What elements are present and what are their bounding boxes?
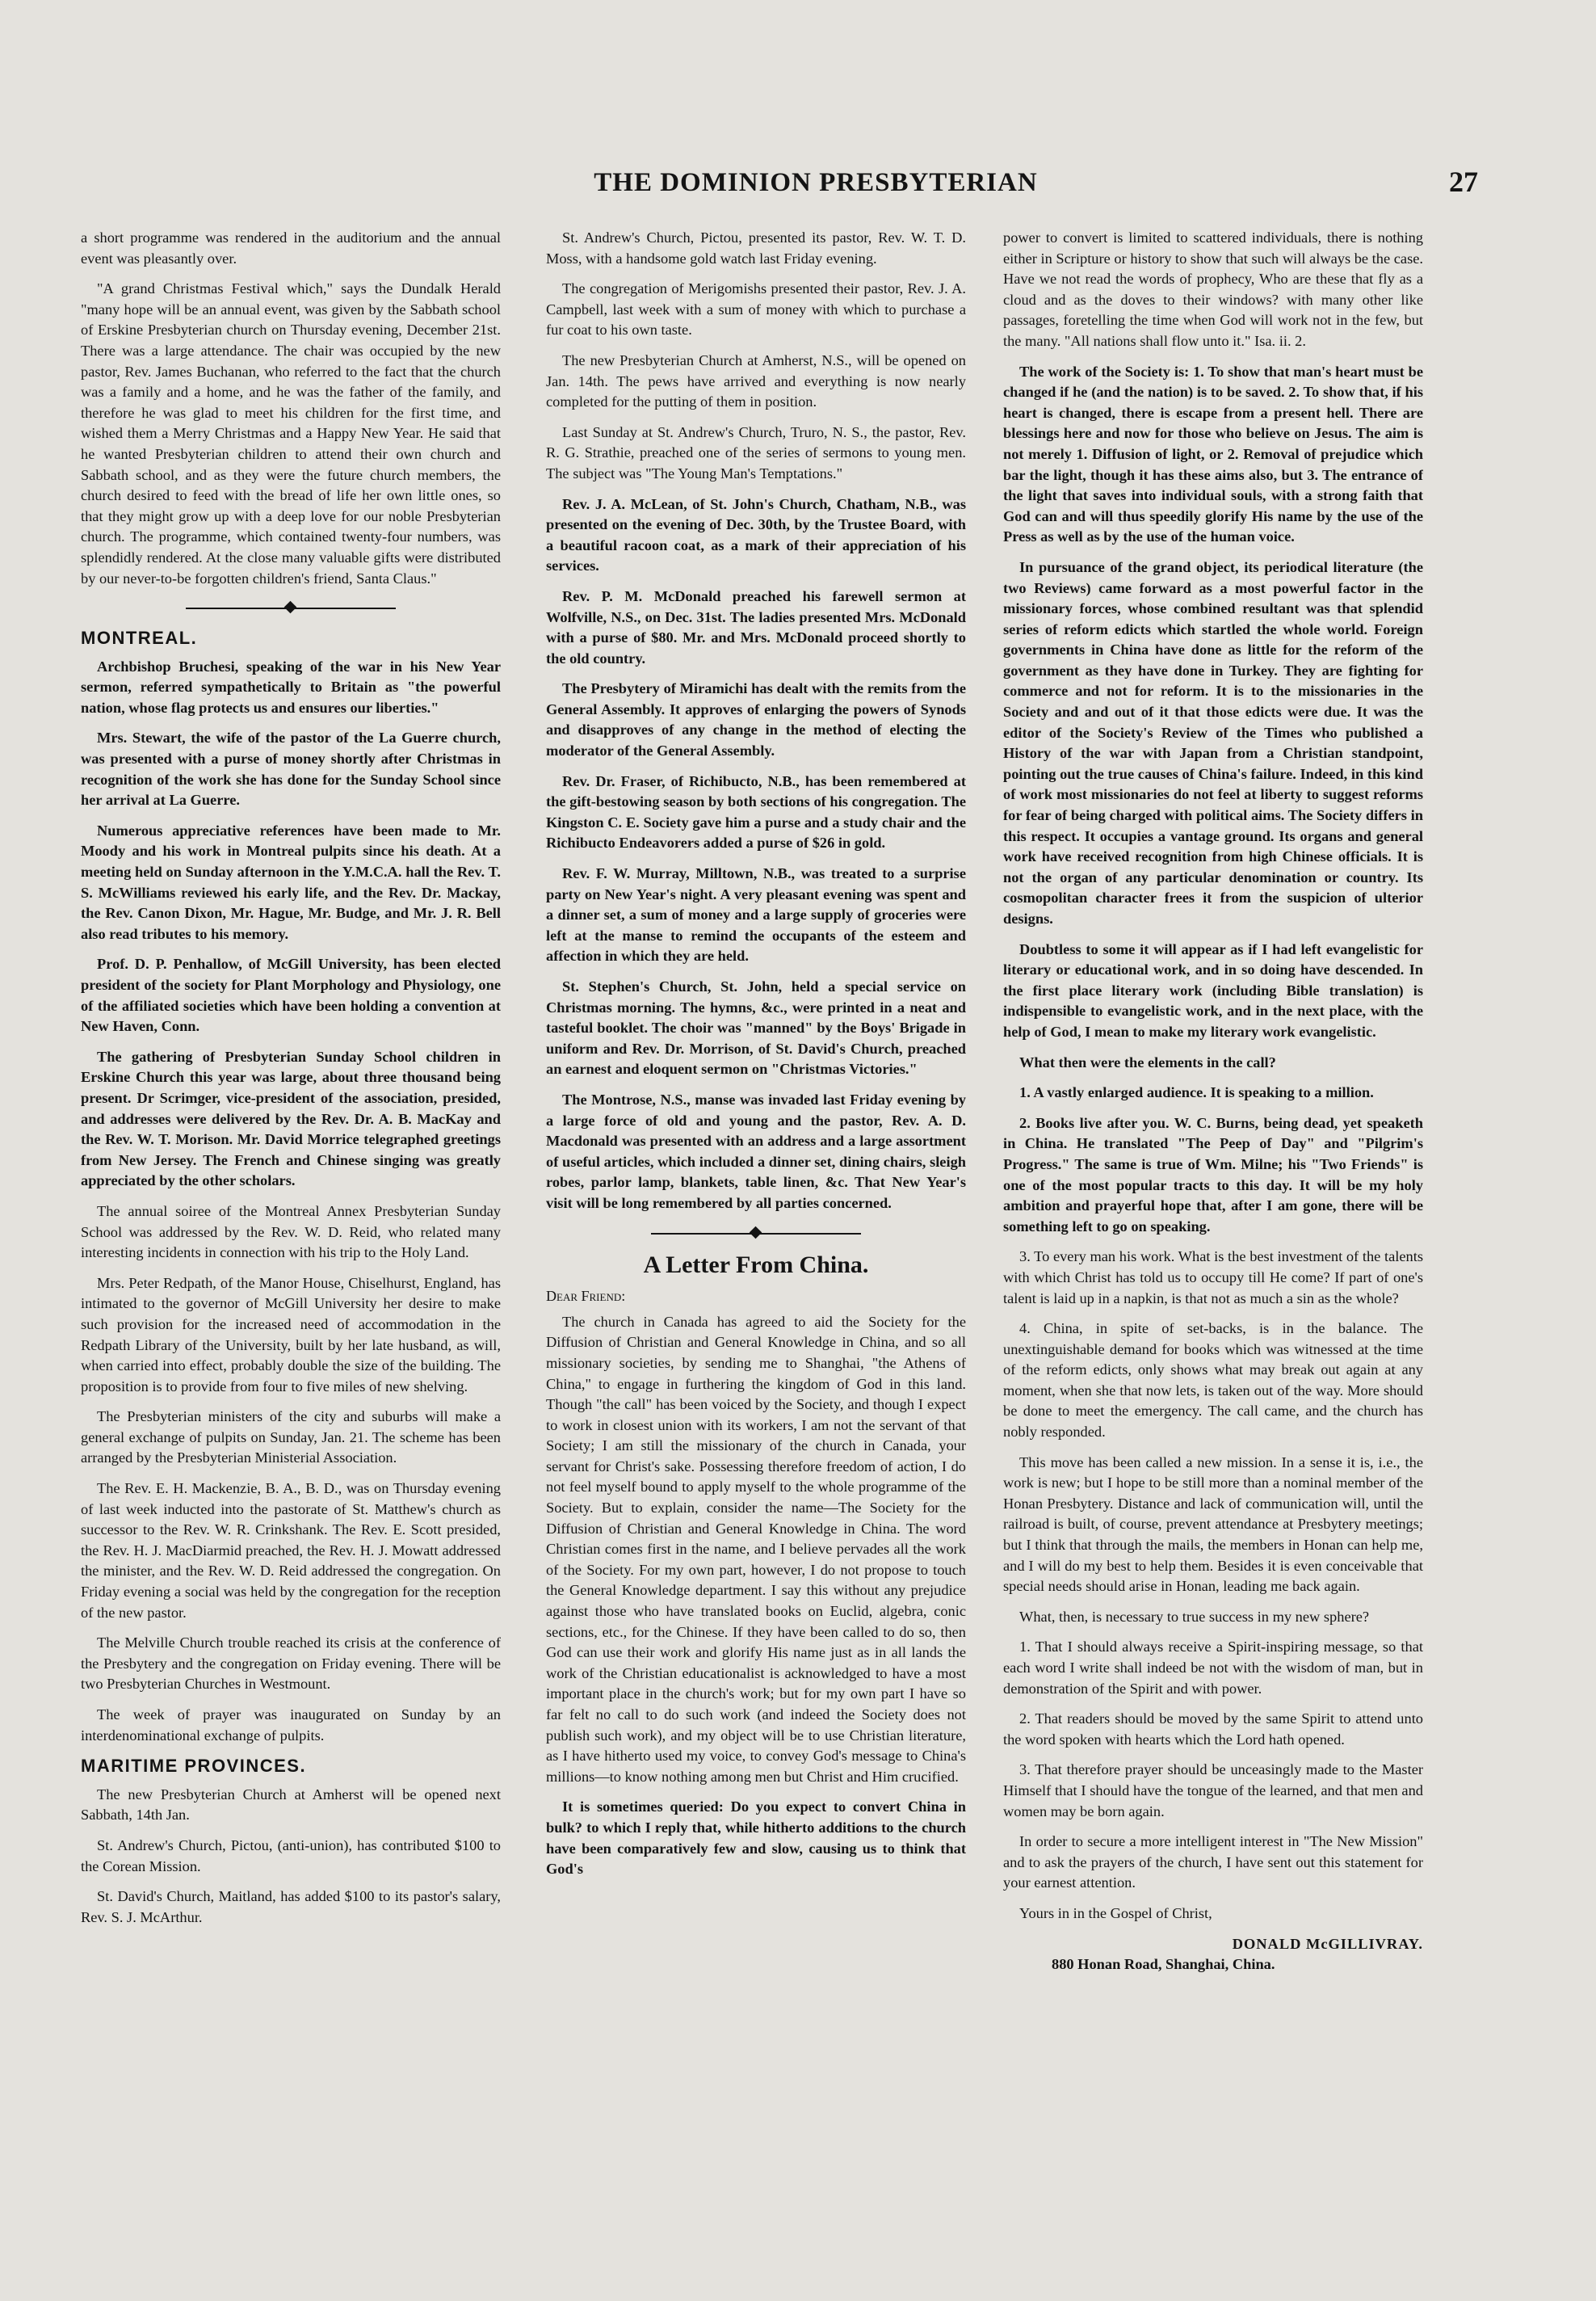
letter-signature: DONALD McGILLIVRAY. [1232, 1935, 1423, 1952]
article-paragraph: In order to secure a more intelligent interest in "The New Mission" and to ask the prayers of the church, I have sent out this statement for your earnest attention. [1003, 1833, 1423, 1891]
montreal-section [81, 657, 501, 1192]
article-paragraph: The Rev. E. H. Mackenzie, B. A., B. D., was on Thursday evening of last week inducted into the pastorate of St. Matthew's church as successor to the Rev. W. R. Crinkshank. The Rev. E. Scott presided, the Rev. H. J. MacDiarmid preached, the Rev. H. J. Mowatt addressed the minister, and the Rev. W. D. Reid addressed the congregation. On Friday evening a social was held by the congregation for the reception of the new pastor. [81, 1480, 501, 1621]
article-paragraph: St. Stephen's Church, St. John, held a special service on Christmas morning. The hymns, &c., were printed in a neat and tasteful booklet. The choir was "manned" by the Boys' Brigade in uniform and Rev. Dr. Morrison, of St. David's Church, preached an earnest and eloquent sermon on "Christmas Victories." [546, 978, 966, 1078]
article-paragraph: Doubtless to some it will appear as if I had left evangelistic for literary or educational work, and in so doing have descended. In the first place literary work (including Bible translation) is indispensible to evangelistic work, and in the next place, with the help of God, I mean to make my literary work evangelistic. [1003, 940, 1423, 1040]
article-paragraph: St. Andrew's Church, Pictou, (anti-union), has contributed $100 to the Corean Mission. [81, 1836, 501, 1874]
article-paragraph: 3. That therefore prayer should be unceasingly made to the Master Himself that I should have the tongue of the learned, and that men and women may be born again. [1003, 1761, 1423, 1819]
article-paragraph: The new Presbyterian Church at Amherst will be opened next Sabbath, 14th Jan. [81, 1786, 501, 1824]
article-paragraph: What, then, is necessary to true success in my new sphere? [1019, 1608, 1370, 1625]
article-paragraph: a short programme was rendered in the auditorium and the annual event was pleasantly over. [81, 229, 501, 267]
article-paragraph: The Montrose, N.S., manse was invaded last Friday evening by a large force of old and young and the pastor, Rev. A. D. Macdonald was presented with an address and a large assortment of useful articles, which included a dinner set, dining chairs, sleigh robes, parlor lamp, blankets, table linen, &c. That New Year's visit will be long remembered by all parties concerned. [546, 1091, 966, 1211]
letter-salutation: Dear Friend: [546, 1288, 626, 1305]
article-paragraph: The work of the Society is: 1. To show that man's heart must be changed if he (and the nation) is to be saved. 2. To show that, if his heart is changed, there is escape from a present hell. There are blessings here and now for those who believe on Jesus. The aim is not merely 1. Diffusion of light, or 2. Removal of prejudice which bar the light, though it has these aims also, but 3. The entrance of the light that saves into individual souls, with a strong faith that God can and will thus speedily glorify His name by the use of the Press as well as by the use of the human voice. [1003, 363, 1423, 545]
article-paragraph: Rev. Dr. Fraser, of Richibucto, N.B., has been remembered at the gift-bestowing season by both sections of his congregation. The Kingston C. E. Society gave him a purse and a study chair and the Richibucto Endeavorers added a purse of $26 in gold. [546, 772, 966, 852]
article-paragraph: This move has been called a new mission. In a sense it is, i.e., the work is new; but I hope to be still more than a nominal member of the Honan Presbytery. Distance and lack of communication will, until the railroad is built, of course, prevent attendance at Presbytery meetings; but I think that through the mails, the members in Honan can help me, and I will do my best to help them. Besides it is even conceivable that special needs should arise in Honan, leading me back again. [1003, 1453, 1423, 1595]
letter-address: 880 Honan Road, Shanghai, China. [1052, 1956, 1275, 1973]
article-paragraph: The week of prayer was inaugurated on Sunday by an interdenominational exchange of pulpits. [81, 1706, 501, 1744]
article-paragraph: Prof. D. P. Penhallow, of McGill University, has been elected president of the society for Plant Morphology and Physiology, one of the affiliated societies which have been holding a convention at New Haven, Conn. [81, 956, 501, 1035]
article-paragraph: St. Andrew's Church, Pictou, presented its pastor, Rev. W. T. D. Moss, with a handsome gold watch last Friday evening. [546, 229, 966, 267]
publication-title: THE DOMINION PRESBYTERIAN [594, 168, 1038, 197]
article-paragraph: In pursuance of the grand object, its periodical literature (the two Reviews) came forward as a most powerful factor in the missionary forces, whose combined resultant was that splendid series of reform edicts which startled the whole world. Foreign governments in China have done as little for the reform of the government as they have done in Turkey. They are fighting for commerce and not for reform. It is to the missionaries in the Society and and out of it that those edicts were due. It was the editor of the Society's Review of the Times who published a History of the war with Japan from a Christian standpoint, pointing out the true causes of China's failure. Indeed, in this kind of work most missionaries do not feel at liberty to suggest reforms for fear of being charged with political aims. The Society differs in this respect. It occupies a vantage ground. Its organs and general work have received recognition from high Chinese officials. It is not the organ of any particular denomination or country. Its cosmopolitan character frees it from the suspicion of ulterior designs. [1003, 558, 1423, 927]
section-heading-maritime: MARITIME PROVINCES. [81, 1756, 307, 1777]
article-paragraph: It is sometimes queried: Do you expect to convert China in bulk? to which I reply that, while hitherto additions to the church have been comparatively few and slow, causing us to think that God's [546, 1798, 966, 1878]
article-paragraph: What then were the elements in the call? [1019, 1054, 1276, 1071]
dark-print-section [546, 494, 966, 1214]
column-right [1003, 228, 1423, 2207]
page-header [153, 168, 1478, 217]
article-paragraph: The Presbytery of Miramichi has dealt with the remits from the General Assembly. It approves of enlarging the powers of Synods and disapproves of any change in the method of electing the moderator of the General Assembly. [546, 680, 966, 759]
article-paragraph: Mrs. Peter Redpath, of the Manor House, Chiselhurst, England, has intimated to the governor of McGill University her desire to make such provision for the increased need of accommodation in the Redpath Library of the University, built by her late husband, as will, when carried into effect, probably double the size of the building. The proposition is to provide from four to five miles of new shelving. [81, 1274, 501, 1394]
section-divider [81, 599, 501, 618]
article-paragraph: The Melville Church trouble reached its crisis at the conference of the Presbytery and the congregation on Friday evening. There will be two Presbyterian Churches in Westmount. [81, 1634, 501, 1693]
article-paragraph: Mrs. Stewart, the wife of the pastor of the La Guerre church, was presented with a purse of money shortly after Christmas in recognition of the work she has done for the Sunday School since her arrival at La Guerre. [81, 730, 501, 809]
letter-heading: A Letter From China. [643, 1251, 869, 1278]
diamond-ornament-icon [284, 601, 297, 614]
article-paragraph: The annual soiree of the Montreal Annex Presbyterian Sunday School was addressed by the Rev. W. D. Reid, who related many interesting incidents in connection with his trip to the Holy Land. [81, 1202, 501, 1261]
article-paragraph: Rev. P. M. McDonald preached his farewell sermon at Wolfville, N.S., on Dec. 31st. The ladies presented Mrs. McDonald with a purse of $80. Mr. and Mrs. McDonald proceed shortly to the old country. [546, 587, 966, 667]
article-paragraph: The church in Canada has agreed to aid the Society for the Diffusion of Christian and General Knowledge in China, and so all missionary societies, by sending me to Shanghai, "the Athens of China," to engage in furthering the kingdom of God in this land. Though "the call" has been voiced by the Society, and though I expect to work in closest union with its workers, I am not the servant of that Society; I am still the missionary of the church in Canada, your servant for Christ's sake. Possessing therefore freedom of action, I do not feel myself bound to apply myself to the whole programme of the Society. But to explain, consider the name—The Society for the Diffusion of Christian and General Knowledge in China. The word Christian comes first in the name, and I believe pervades all the work of the Society. For my own part, however, I do not propose to touch the General Knowledge department. I say this without any prejudice against those who have translated books on Euclid, algebra, conic sections, etc., for the Chinese. If they have been called to do so, then God can use their work and glorify His name just as in all lands the work of the Christian educationalist is acknowledged to have a most important place in the church's work; but for my own part I have so far felt no call to do such work (and indeed the Society does not publish such work), and my object will be to use Christian literature, as I have hitherto used my voice, to convey God's message to China's millions—to know nothing among men but Christ and Him crucified. [546, 1313, 966, 1785]
article-paragraph: St. David's Church, Maitland, has added $100 to its pastor's salary, Rev. S. J. McArthur. [81, 1888, 501, 1925]
letter-closing: Yours in in the Gospel of Christ, [1019, 1904, 1212, 1921]
dark-print-section [1003, 362, 1423, 1238]
dark-print-section [546, 1797, 966, 1879]
column-middle [546, 228, 966, 2207]
page-number: 27 [1449, 166, 1478, 198]
article-paragraph: 2. That readers should be moved by the same Spirit to attend unto the word spoken with hearts which the Lord hath opened. [1003, 1710, 1423, 1748]
article-paragraph: The gathering of Presbyterian Sunday School children in Erskine Church this year was large, about three thousand being present. Dr Scrimger, vice-president of the association, presided, and addresses were delivered by the Rev. Dr. A. B. MacKay and the Rev. W. T. Morison. Mr. David Morrice telegraphed greetings from New Jersey. The French and Chinese singing was greatly appreciated by the other scholars. [81, 1048, 501, 1189]
article-paragraph: 2. Books live after you. W. C. Burns, being dead, yet speaketh in China. He translated "The Peep of Day" and "Pilgrim's Progress." The same is true of Wm. Milne; his "Two Friends" is one of the most popular tracts to this day. It will be my holy ambition and prayerful hope that, after I am gone, there will be something left to go on speaking. [1003, 1114, 1423, 1235]
section-heading-montreal: MONTREAL. [81, 628, 198, 649]
article-paragraph: The new Presbyterian Church at Amherst, N.S., will be opened on Jan. 14th. The pews have arrived and everything is now nearly completed for the putting of them in position. [546, 351, 966, 410]
article-paragraph: 1. That I should always receive a Spirit-inspiring message, so that each word I write shall indeed be not with the wisdom of man, but in demonstration of the Spirit and with power. [1003, 1638, 1423, 1697]
article-paragraph: Rev. J. A. McLean, of St. John's Church, Chatham, N.B., was presented on the evening of Dec. 30th, by the Trustee Board, with a beautiful racoon coat, as a mark of their appreciation of his services. [546, 495, 966, 574]
article-paragraph: 4. China, in spite of set-backs, is in the balance. The unextinguishable demand for books which was witnessed at the time of the reform edicts, only shows what may break out again at any moment, when she that now lets, is taken out of the way. More should be done to meet the emergency. The call came, and the church has nobly responded. [1003, 1320, 1423, 1441]
article-paragraph: The Presbyterian ministers of the city and suburbs will make a general exchange of pulpits on Sunday, Jan. 21. The scheme has been arranged by the Presbyterian Ministerial Association. [81, 1408, 501, 1466]
article-paragraph: The congregation of Merigomishs presented their pastor, Rev. J. A. Campbell, last week with a sum of money with which to purchase a fur coat to his own taste. [546, 280, 966, 339]
article-paragraph: 1. A vastly enlarged audience. It is speaking to a million. [1019, 1084, 1374, 1101]
column-left [81, 228, 501, 2207]
article-paragraph: Rev. F. W. Murray, Milltown, N.B., was treated to a surprise party on New Year's night. A very pleasant evening was spent and a dinner set, a sum of money and a large supply of groceries were left at the manse to remind the occupants of the esteem and affection in which they are held. [546, 865, 966, 965]
article-paragraph: "A grand Christmas Festival which," says the Dundalk Herald "many hope will be an annual event, was given by the Sabbath school of Erskine Presbyterian church on Thursday evening, December 21st. There was a large attendance. The chair was occupied by the new pastor, Rev. James Buchanan, who referred to the fact that the church was a family and a home, and he was the father of the family, and therefore he was glad to meet his children for the first time, and wished them a Merry Christmas and a Happy New Year. He said that he wanted Presbyterian children to attend their own church and Sabbath school, and as they were the future church members, the church desired to feed with the bread of life her own little ones, so that they might grow up with a deep love for our noble Presbyterian church. The programme, which contained twenty-four numbers, was splendidly rendered. At the close many valuable gifts were distributed by our never-to-be forgotten children's friend, Santa Claus." [81, 280, 501, 587]
article-paragraph: Archbishop Bruchesi, speaking of the war in his New Year sermon, referred sympathetically to Britain as "the powerful nation, whose flag protects us and ensures our liberties." [81, 658, 501, 716]
section-divider [546, 1224, 966, 1243]
article-paragraph: power to convert is limited to scattered individuals, there is nothing either in Scripture or history to show that such will always be the case. Have we not read the words of prophecy, Who are these that fly as a cloud and as the doves to their windows? with many other like passages, foretelling the time when God will work not in the few, but the many. "All nations shall flow unto it." Isa. ii. 2. [1003, 229, 1423, 349]
article-paragraph: Last Sunday at St. Andrew's Church, Truro, N. S., the pastor, Rev. R. G. Strathie, preached one of the series of sermons to young men. The subject was "The Young Man's Temptations." [546, 423, 966, 482]
diamond-ornament-icon [750, 1226, 762, 1239]
article-paragraph: Numerous appreciative references have been made to Mr. Moody and his work in Montreal pulpits since his death. At a meeting held on Sunday afternoon in the Y.M.C.A. hall the Rev. T. S. McWilliams reviewed his early life, and the Rev. Dr. Mackay, the Rev. Canon Dixon, Mr. Hague, Mr. Budge, and Mr. J. R. Bell also read tributes to his memory. [81, 822, 501, 942]
article-paragraph: 3. To every man his work. What is the best investment of the talents with which Christ has told us to occupy till He come? If part of one's talent is laid up in a napkin, is that not as much a sin as the whole? [1003, 1248, 1423, 1306]
